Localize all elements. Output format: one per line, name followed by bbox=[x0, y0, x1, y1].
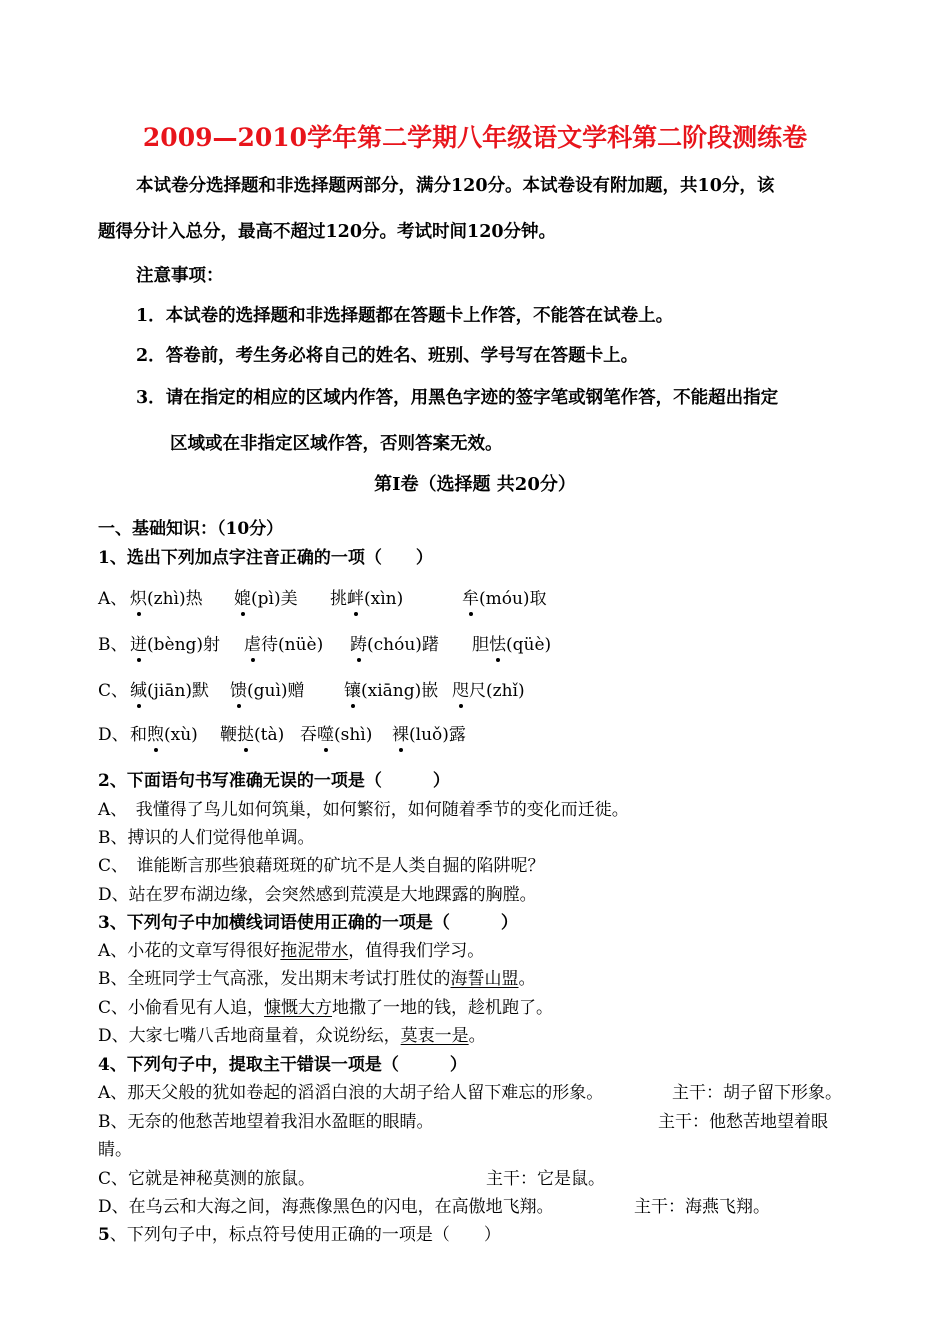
dotted-char: 馈 bbox=[230, 676, 247, 701]
underlined-phrase: 慷慨大方 bbox=[264, 998, 333, 1018]
dotted-char: 踌 bbox=[350, 630, 367, 655]
option-letter: D、 bbox=[98, 725, 129, 745]
note-text: 本试卷的选择题和非选择题都在答题卡上作答，不能答在试卷上。 bbox=[165, 306, 674, 326]
question-3-stem: 3、下列句子中加横线词语使用正确的一项是（ ） bbox=[98, 913, 518, 933]
note-item-3 bbox=[136, 384, 778, 409]
dotted-char: 裸 bbox=[392, 720, 409, 745]
q2-option-a: A、 我懂得了鸟儿如何筑巢，如何繁衍，如何随着季节的变化而迁徙。 bbox=[98, 800, 629, 820]
dotted-char: 咫 bbox=[452, 676, 469, 701]
q3-option-d: D、大家七嘴八舌地商量着，众说纷纭，莫衷一是。 bbox=[98, 1026, 486, 1046]
q4-option-d-sentence: D、在乌云和大海之间，海燕像黑色的闪电，在高傲地飞翔。 bbox=[98, 1197, 554, 1217]
dotted-char: 挞 bbox=[237, 720, 254, 745]
q4-option-b-sentence: B、无奈的他愁苦地望着我泪水盈眶的眼睛。 bbox=[98, 1112, 434, 1132]
note-item-3-continuation: 区域或在非指定区域作答，否则答案无效。 bbox=[170, 434, 503, 454]
pinyin-item: 吞噬(shì) bbox=[300, 720, 372, 745]
question-5-number: 5 bbox=[98, 1225, 110, 1245]
page-title: 2009—2010学年第二学期八年级语文学科第二阶段测练卷 bbox=[142, 123, 808, 152]
dotted-char: 虐 bbox=[244, 630, 261, 655]
pinyin-item: 缄(jiān)默 bbox=[130, 676, 209, 701]
dotted-char: 牟 bbox=[462, 584, 479, 609]
dotted-char: 煦 bbox=[147, 720, 164, 745]
pinyin-item: 馈(guì)赠 bbox=[230, 676, 305, 701]
q4-option-c-main: 主干：它是鼠。 bbox=[486, 1169, 605, 1189]
intro-line-2: 题得分计入总分，最高不超过120分。考试时间120分钟。 bbox=[98, 222, 557, 242]
pinyin-item: 虐待(nüè) bbox=[244, 630, 323, 655]
question-1-stem: 1、选出下列加点字注音正确的一项（ ） bbox=[98, 548, 433, 568]
q3-option-a: A、小花的文章写得很好拖泥带水，值得我们学习。 bbox=[98, 941, 485, 961]
dotted-char: 迸 bbox=[130, 630, 147, 655]
note-number: 2． bbox=[136, 346, 166, 366]
option-letter: A、 bbox=[98, 589, 128, 609]
pinyin-item: 挑衅(xìn) bbox=[330, 584, 403, 609]
note-number: 3． bbox=[136, 388, 166, 408]
pinyin-item: 和煦(xù) bbox=[130, 720, 198, 745]
dotted-char: 衅 bbox=[347, 584, 364, 609]
pinyin-item: 媲(pì)美 bbox=[234, 584, 298, 609]
pinyin-item: 踌(chóu)躇 bbox=[350, 630, 439, 655]
dotted-char: 媲 bbox=[234, 584, 251, 609]
dotted-char: 缄 bbox=[130, 676, 147, 701]
pinyin-item: 镶(xiāng)嵌 bbox=[344, 676, 438, 701]
option-letter: C、 bbox=[98, 681, 129, 701]
part-heading: 一、基础知识：（10分） bbox=[98, 519, 284, 539]
pinyin-item: 迸(bèng)射 bbox=[130, 630, 220, 655]
note-text: 请在指定的相应的区域内作答，用黑色字迹的签字笔或钢笔作答，不能超出指定 bbox=[165, 388, 779, 408]
underlined-phrase: 莫衷一是 bbox=[400, 1026, 469, 1046]
q2-option-b: B、搏识的人们觉得他单调。 bbox=[98, 828, 315, 848]
option-letter: B、 bbox=[98, 635, 128, 655]
q2-option-d: D、站在罗布湖边缘，会突然感到荒漠是大地踝露的胸膛。 bbox=[98, 885, 537, 905]
dotted-char: 噬 bbox=[317, 720, 334, 745]
pinyin-item: 胆怯(qüè) bbox=[472, 630, 551, 655]
pinyin-item: 咫尺(zhǐ) bbox=[452, 676, 525, 701]
q3-option-b: B、全班同学士气高涨，发出期末考试打胜仗的海誓山盟。 bbox=[98, 969, 536, 989]
note-item-1 bbox=[136, 302, 673, 327]
question-5-stem: 5、下列句子中，标点符号使用正确的一项是（ ） bbox=[98, 1225, 501, 1245]
q4-option-b-main: 主干：他愁苦地望着眼 bbox=[658, 1112, 828, 1132]
dotted-char: 镶 bbox=[344, 676, 361, 701]
pinyin-item: 裸(luǒ)露 bbox=[392, 720, 466, 745]
dotted-char: 怯 bbox=[489, 630, 506, 655]
question-4-stem: 4、下列句子中，提取主干错误一项是（ ） bbox=[98, 1055, 467, 1075]
underlined-phrase: 拖泥带水 bbox=[280, 941, 349, 961]
underlined-phrase: 海誓山盟 bbox=[450, 969, 519, 989]
q4-option-a-sentence: A、那天父般的犹如卷起的滔滔白浪的大胡子给人留下难忘的形象。 bbox=[98, 1083, 604, 1103]
q2-option-c: C、 谁能断言那些狼藉斑斑的矿坑不是人类自掘的陷阱呢？ bbox=[98, 856, 545, 876]
q4-option-a-main: 主干：胡子留下形象。 bbox=[672, 1083, 842, 1103]
dotted-char: 炽 bbox=[130, 584, 147, 609]
intro-line-1: 本试卷分选择题和非选择题两部分，满分120分。本试卷设有附加题，共10分，该 bbox=[136, 176, 775, 196]
question-2-stem: 2、下面语句书写准确无误的一项是（ ） bbox=[98, 771, 450, 791]
notes-heading: 注意事项： bbox=[136, 266, 224, 286]
q3-option-c: C、小偷看见有人追，慷慨大方地撒了一地的钱，趁机跑了。 bbox=[98, 998, 554, 1018]
note-text: 答卷前，考生务必将自己的姓名、班别、学号写在答题卡上。 bbox=[165, 346, 639, 366]
pinyin-item: 鞭挞(tà) bbox=[220, 720, 284, 745]
q4-option-c-sentence: C、它就是神秘莫测的旅鼠。 bbox=[98, 1169, 316, 1189]
note-item-2 bbox=[136, 342, 638, 367]
pinyin-item: 牟(móu)取 bbox=[462, 584, 547, 609]
note-number: 1． bbox=[136, 306, 166, 326]
section-heading: 第Ⅰ卷（选择题 共20分） bbox=[374, 474, 576, 495]
q4-option-b-continuation: 睛。 bbox=[98, 1140, 132, 1160]
pinyin-item: 炽(zhì)热 bbox=[130, 584, 203, 609]
q4-option-d-main: 主干：海燕飞翔。 bbox=[634, 1197, 770, 1217]
